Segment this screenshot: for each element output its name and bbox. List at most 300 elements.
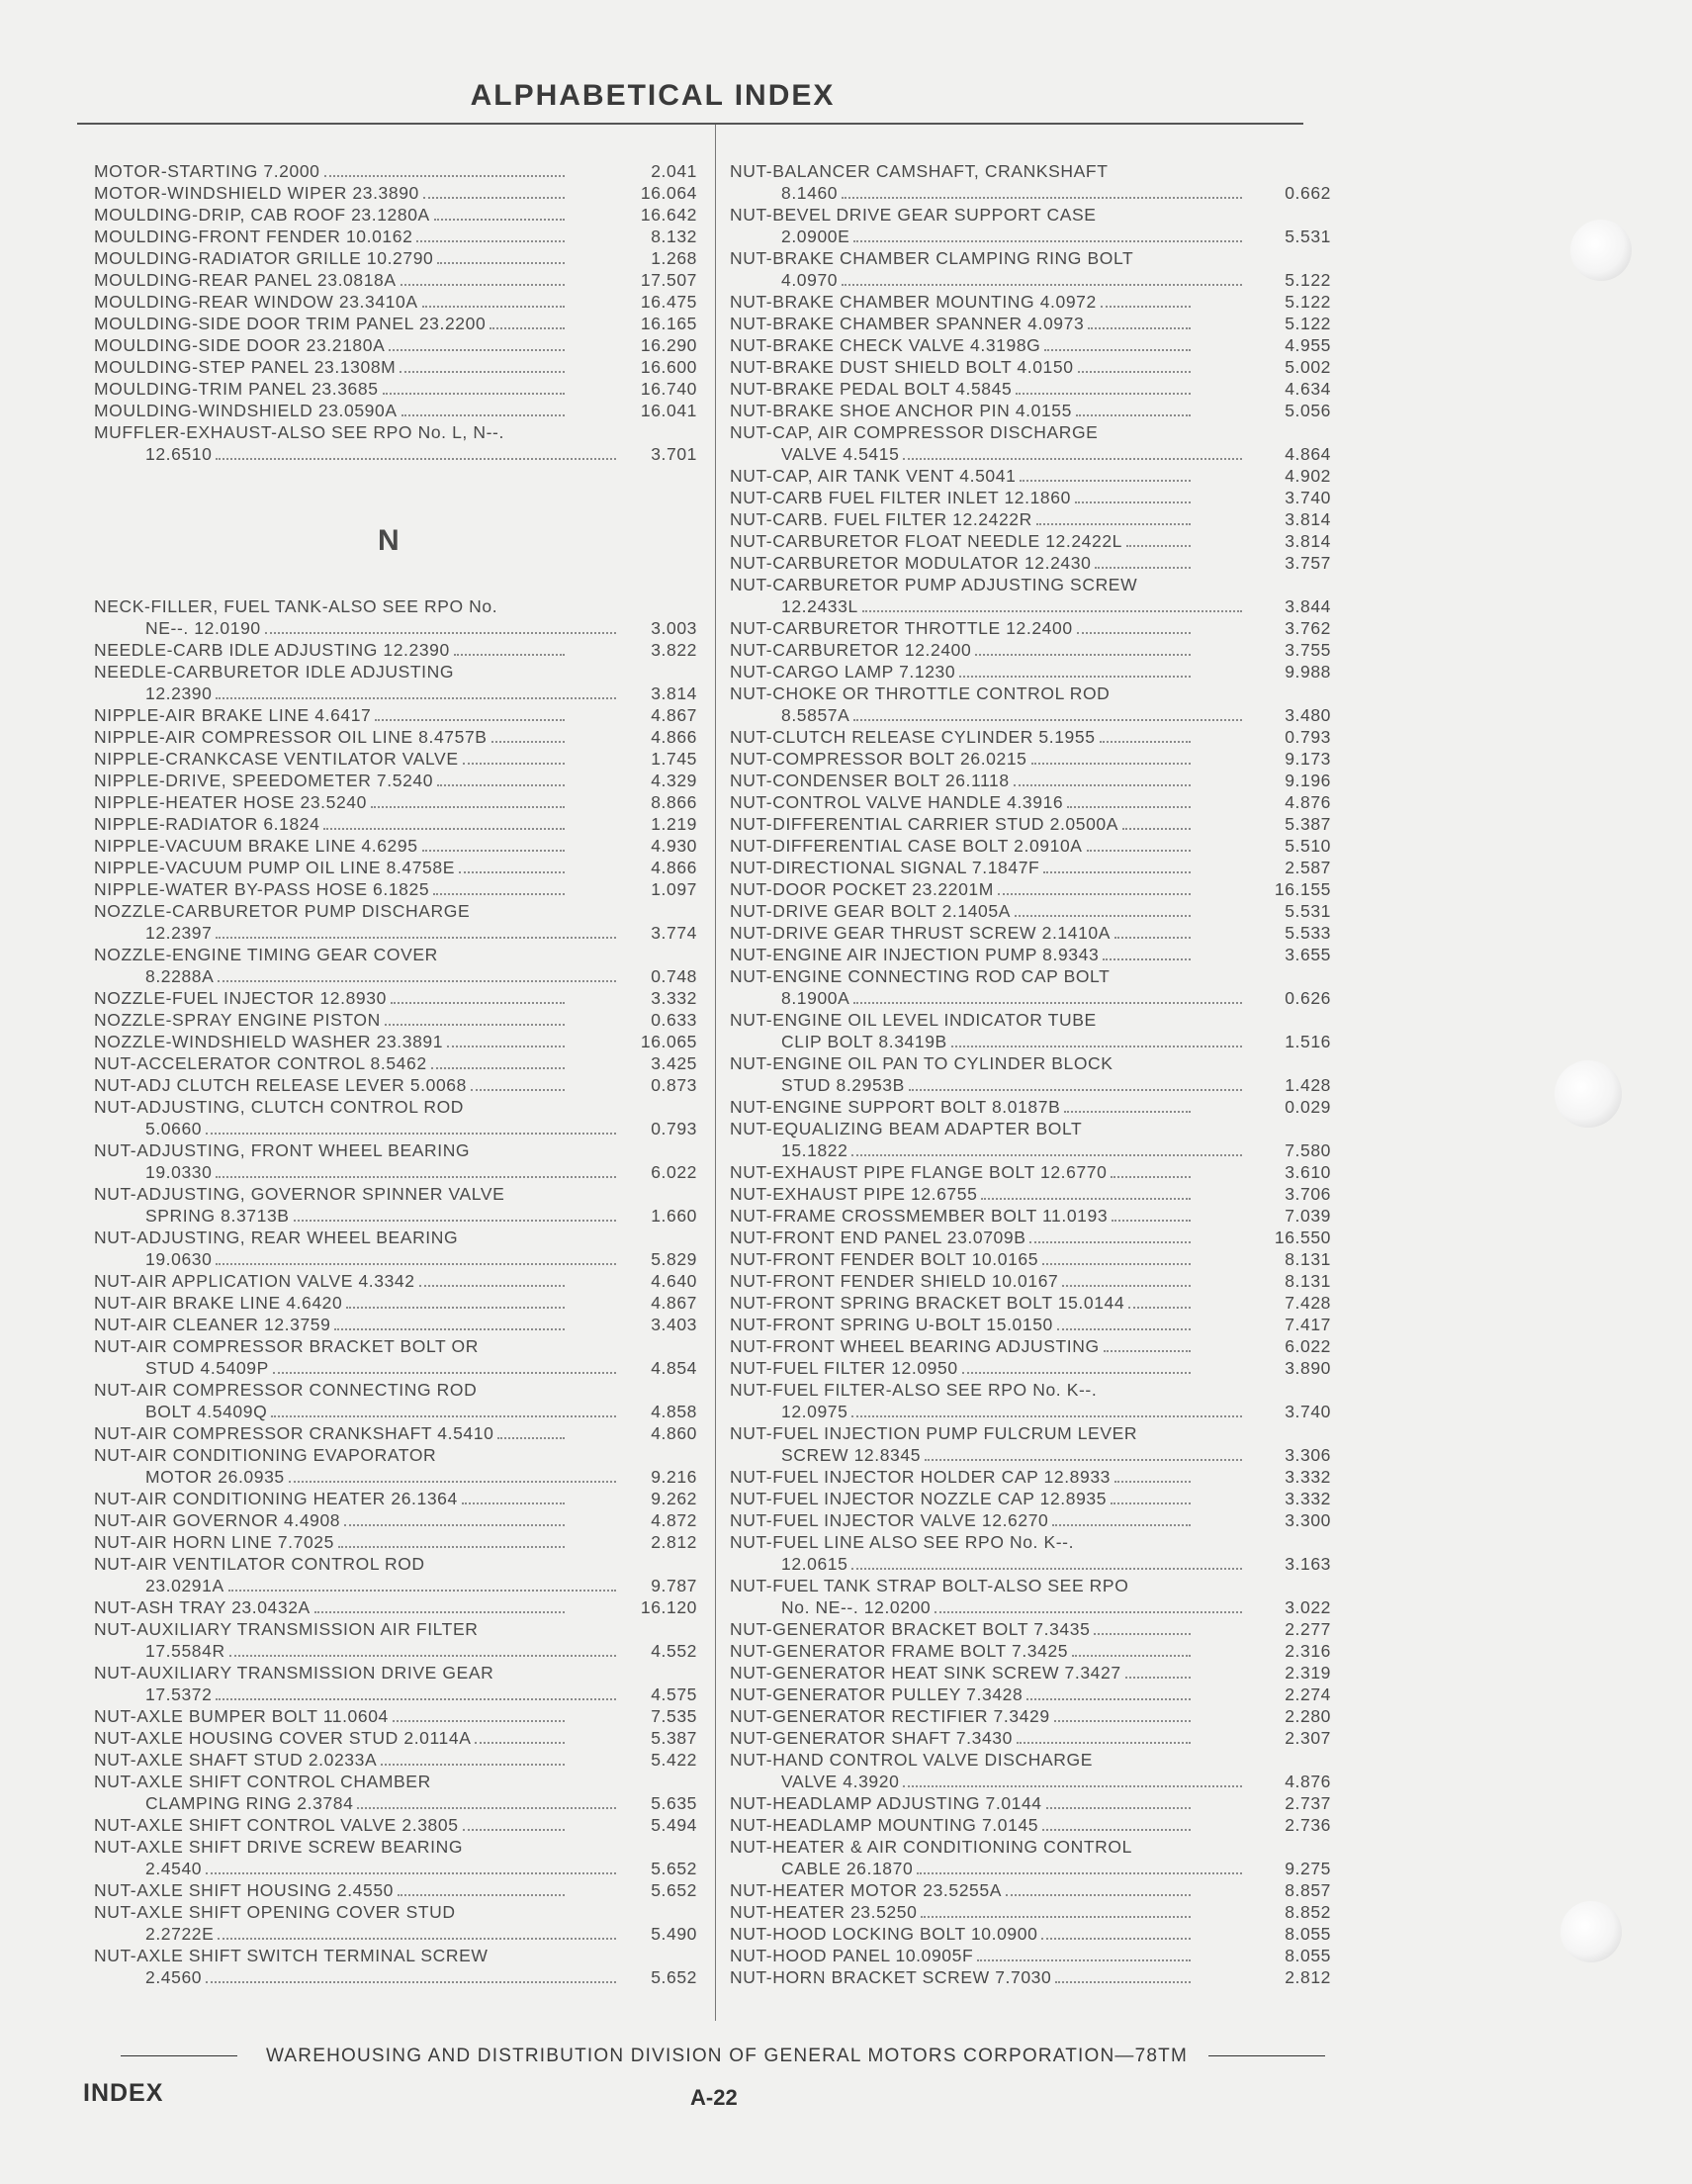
dot-leader <box>324 175 566 177</box>
entry-page-ref: 0.633 <box>651 1010 697 1030</box>
entry-label-continued: 8.5857A <box>781 705 850 725</box>
entry-label: NUT-ENGINE OIL LEVEL INDICATOR TUBE <box>730 1010 1097 1030</box>
dot-leader <box>925 1459 1242 1461</box>
entry-page-ref: 8.055 <box>1285 1924 1331 1944</box>
dot-leader <box>463 763 565 765</box>
entry-label-continued: CLAMPING RING 2.3784 <box>145 1793 354 1813</box>
entry-label: MOTOR-WINDSHIELD WIPER 23.3890 <box>94 183 419 203</box>
entry-label: NUT-CARBURETOR FLOAT NEEDLE 12.2422L <box>730 531 1123 551</box>
entry-label: NUT-AUXILIARY TRANSMISSION DRIVE GEAR <box>94 1663 494 1683</box>
index-entry <box>730 1335 1333 1357</box>
index-entry <box>94 378 697 400</box>
index-entry <box>730 922 1333 944</box>
dot-leader <box>998 893 1191 895</box>
entry-label: MOULDING-TRIM PANEL 23.3685 <box>94 379 379 399</box>
entry-label: NUT-AXLE SHIFT HOUSING 2.4550 <box>94 1880 394 1900</box>
dot-leader <box>434 219 565 221</box>
entry-page-ref: 9.173 <box>1285 749 1331 769</box>
dot-leader <box>853 719 1242 721</box>
index-entry <box>94 944 697 987</box>
index-entry <box>730 878 1333 900</box>
index-entry <box>94 1749 697 1771</box>
entry-page-ref: 0.793 <box>651 1119 697 1138</box>
index-entry <box>94 639 697 661</box>
entry-label: NUT-DRIVE GEAR THRUST SCREW 2.1410A <box>730 923 1112 943</box>
entry-page-ref: 5.635 <box>651 1793 697 1813</box>
index-entry <box>730 639 1333 661</box>
dot-leader <box>1044 349 1191 351</box>
entry-label: MOULDING-REAR PANEL 23.0818A <box>94 270 397 290</box>
index-entry <box>94 269 697 291</box>
entry-label: MOTOR-STARTING 7.2000 <box>94 161 320 181</box>
entry-page-ref: 5.122 <box>1285 270 1331 290</box>
dot-leader <box>422 850 565 852</box>
dot-leader <box>437 262 565 264</box>
entry-label: NUT-EQUALIZING BEAM ADAPTER BOLT <box>730 1119 1083 1138</box>
entry-label: NUT-HEATER MOTOR 23.5255A <box>730 1880 1002 1900</box>
dot-leader <box>1122 828 1191 830</box>
entry-label: NUT-HAND CONTROL VALVE DISCHARGE <box>730 1750 1093 1770</box>
index-entry <box>94 726 697 748</box>
entry-page-ref: 1.097 <box>651 879 697 899</box>
entry-page-ref: 5.510 <box>1285 836 1331 856</box>
section-letter: N <box>378 524 400 557</box>
index-entry <box>730 835 1333 857</box>
index-entry <box>94 878 697 900</box>
entry-label-continued: 8.1460 <box>781 183 839 203</box>
entry-label: NUT-BEVEL DRIVE GEAR SUPPORT CASE <box>730 205 1097 225</box>
entry-page-ref: 3.740 <box>1285 1402 1331 1421</box>
entry-label: NUT-CARB FUEL FILTER INLET 12.1860 <box>730 488 1071 507</box>
index-entry <box>730 1314 1333 1335</box>
entry-label: NUT-FRONT SPRING U-BOLT 15.0150 <box>730 1315 1053 1334</box>
dot-leader <box>862 610 1242 612</box>
entry-label: NUT-HEADLAMP ADJUSTING 7.0144 <box>730 1793 1042 1813</box>
entry-label: NIPPLE-VACUUM BRAKE LINE 4.6295 <box>94 836 418 856</box>
entry-page-ref: 4.634 <box>1285 379 1331 399</box>
dot-leader <box>1042 1829 1191 1831</box>
entry-page-ref: 3.003 <box>651 618 697 638</box>
entry-label: NIPPLE-DRIVE, SPEEDOMETER 7.5240 <box>94 771 434 790</box>
entry-page-ref: 4.864 <box>1285 444 1331 464</box>
entry-label: MOULDING-SIDE DOOR TRIM PANEL 23.2200 <box>94 314 487 333</box>
entry-label: NUT-BRAKE CHAMBER CLAMPING RING BOLT <box>730 248 1134 268</box>
dot-leader <box>842 197 1242 199</box>
entry-page-ref: 2.812 <box>1285 1967 1331 1987</box>
dot-leader <box>323 828 565 830</box>
entry-page-ref: 3.814 <box>651 683 697 703</box>
index-entry <box>730 813 1333 835</box>
entry-label-continued: VALVE 4.3920 <box>781 1772 900 1791</box>
index-entry <box>730 291 1333 313</box>
dot-leader <box>1055 1981 1191 1983</box>
entry-page-ref: 5.494 <box>651 1815 697 1835</box>
punch-hole-bottom <box>1560 1901 1622 1962</box>
entry-page-ref: 9.196 <box>1285 771 1331 790</box>
index-entry <box>94 1945 697 1988</box>
entry-page-ref: 16.740 <box>640 379 697 399</box>
entry-page-ref: 16.642 <box>640 205 697 225</box>
dot-leader <box>909 1089 1242 1091</box>
entry-label: NUT-BRAKE DUST SHIELD BOLT 4.0150 <box>730 357 1074 377</box>
index-entry <box>730 617 1333 639</box>
entry-label: NUT-FUEL INJECTION PUMP FULCRUM LEVER <box>730 1423 1138 1443</box>
entry-page-ref: 7.428 <box>1285 1293 1331 1313</box>
entry-label: NUT-CAP, AIR COMPRESSOR DISCHARGE <box>730 422 1099 442</box>
entry-page-ref: 4.858 <box>651 1402 697 1421</box>
entry-label: NUT-FRONT SPRING BRACKET BOLT 15.0144 <box>730 1293 1125 1313</box>
dot-leader <box>437 784 565 786</box>
dot-leader <box>475 1742 565 1744</box>
index-entry <box>94 748 697 770</box>
dot-leader <box>228 1590 616 1592</box>
entry-page-ref: 1.516 <box>1285 1032 1331 1051</box>
entry-label: NUT-GENERATOR PULLEY 7.3428 <box>730 1684 1024 1704</box>
entry-label: NUT-AIR CONDITIONING HEATER 26.1364 <box>94 1489 458 1508</box>
index-entry <box>730 574 1333 617</box>
index-entry <box>94 1771 697 1814</box>
entry-page-ref: 3.163 <box>1285 1554 1331 1574</box>
entry-label: NUT-FUEL FILTER-ALSO SEE RPO No. K--. <box>730 1380 1098 1400</box>
entry-label: NUT-DRIVE GEAR BOLT 2.1405A <box>730 901 1011 921</box>
entry-page-ref: 8.131 <box>1285 1271 1331 1291</box>
entry-label: NOZZLE-FUEL INJECTOR 12.8930 <box>94 988 387 1008</box>
index-entry <box>730 1227 1333 1248</box>
index-entry <box>730 508 1333 530</box>
index-entry <box>730 900 1333 922</box>
entry-page-ref: 2.737 <box>1285 1793 1331 1813</box>
index-entry <box>94 704 697 726</box>
entry-page-ref: 9.216 <box>651 1467 697 1487</box>
entry-label: NUT-EXHAUST PIPE 12.6755 <box>730 1184 978 1204</box>
entry-page-ref: 9.262 <box>651 1489 697 1508</box>
dot-leader <box>842 284 1242 286</box>
entry-label: MOULDING-STEP PANEL 23.1308M <box>94 357 397 377</box>
entry-label: MOULDING-DRIP, CAB ROOF 23.1280A <box>94 205 430 225</box>
entry-page-ref: 9.275 <box>1285 1859 1331 1878</box>
entry-label: NUT-DOOR POCKET 23.2201M <box>730 879 994 899</box>
index-entry <box>730 204 1333 247</box>
entry-label: MUFFLER-EXHAUST-ALSO SEE RPO No. L, N--. <box>94 422 504 442</box>
entry-page-ref: 5.002 <box>1285 357 1331 377</box>
dot-leader <box>462 1502 565 1504</box>
dot-leader <box>851 1415 1242 1417</box>
entry-page-ref: 2.587 <box>1285 858 1331 877</box>
entry-label-continued: 4.0970 <box>781 270 839 290</box>
index-entry <box>94 421 697 465</box>
dot-leader <box>981 1198 1191 1200</box>
entry-label: NUT-COMPRESSOR BOLT 26.0215 <box>730 749 1027 769</box>
index-entry <box>730 1466 1333 1488</box>
index-entry <box>94 1836 697 1879</box>
dot-leader <box>383 393 565 395</box>
entry-page-ref: 5.652 <box>651 1859 697 1878</box>
dot-leader <box>1114 937 1191 939</box>
entry-label: NIPPLE-VACUUM PUMP OIL LINE 8.4758E <box>94 858 455 877</box>
entry-page-ref: 0.748 <box>651 966 697 986</box>
entry-label-continued: MOTOR 26.0935 <box>145 1467 285 1487</box>
entry-label: NUT-ADJUSTING, CLUTCH CONTROL ROD <box>94 1097 465 1117</box>
index-entry <box>730 661 1333 682</box>
dot-leader <box>314 1611 565 1613</box>
index-entry <box>94 1074 697 1096</box>
entry-page-ref: 5.422 <box>651 1750 697 1770</box>
entry-label: MOULDING-FRONT FENDER 10.0162 <box>94 227 413 246</box>
dot-leader <box>1057 1328 1191 1330</box>
entry-page-ref: 5.122 <box>1285 314 1331 333</box>
entry-label-continued: 12.6510 <box>145 444 213 464</box>
entry-page-ref: 8.132 <box>651 227 697 246</box>
index-entry <box>730 1379 1333 1422</box>
entry-page-ref: 3.755 <box>1285 640 1331 660</box>
entry-page-ref: 5.122 <box>1285 292 1331 312</box>
index-entry <box>730 400 1333 421</box>
dot-leader <box>271 1415 616 1417</box>
dot-leader <box>1067 806 1191 808</box>
dot-leader <box>1017 1742 1191 1744</box>
dot-leader <box>1104 1350 1191 1352</box>
dot-leader <box>294 1220 616 1222</box>
index-entry <box>94 1596 697 1618</box>
dot-leader <box>216 1263 616 1265</box>
index-entry <box>730 1684 1333 1705</box>
dot-leader <box>935 1611 1242 1613</box>
index-entry <box>730 356 1333 378</box>
entry-page-ref: 4.902 <box>1285 466 1331 486</box>
entry-page-ref: 5.531 <box>1285 901 1331 921</box>
dot-leader <box>1111 1502 1191 1504</box>
entry-label: NUT-HEATER & AIR CONDITIONING CONTROL <box>730 1837 1132 1857</box>
dot-leader <box>1020 480 1191 482</box>
entry-label-continued: SPRING 8.3713B <box>145 1206 290 1226</box>
entry-page-ref: 2.307 <box>1285 1728 1331 1748</box>
entry-label-continued: 2.4560 <box>145 1967 203 1987</box>
entry-label: NUT-AIR HORN LINE 7.7025 <box>94 1532 334 1552</box>
entry-label: NOZZLE-CARBURETOR PUMP DISCHARGE <box>94 901 471 921</box>
entry-page-ref: 3.332 <box>1285 1467 1331 1487</box>
dot-leader <box>1072 1655 1191 1657</box>
dot-leader <box>265 632 616 634</box>
entry-label: NUT-ACCELERATOR CONTROL 8.5462 <box>94 1053 427 1073</box>
entry-page-ref: 3.814 <box>1285 531 1331 551</box>
index-entry <box>730 1205 1333 1227</box>
dot-leader <box>419 1285 565 1287</box>
dot-leader <box>1042 1263 1191 1265</box>
dot-leader <box>1046 1807 1191 1809</box>
dot-leader <box>1076 414 1191 416</box>
index-entry <box>730 1052 1333 1096</box>
entry-label: NUT-DIRECTIONAL SIGNAL 7.1847F <box>730 858 1040 877</box>
dot-leader <box>1112 1220 1191 1222</box>
index-entry <box>94 1553 697 1596</box>
index-entry <box>94 1335 697 1379</box>
index-entry <box>730 247 1333 291</box>
dot-leader <box>422 306 565 308</box>
index-entry <box>730 857 1333 878</box>
dot-leader <box>917 1872 1242 1874</box>
entry-label: NUT-CONTROL VALVE HANDLE 4.3916 <box>730 792 1064 812</box>
index-entry <box>730 1662 1333 1684</box>
dot-leader <box>431 1067 565 1069</box>
page-number: A-22 <box>690 2085 738 2110</box>
entry-page-ref: 4.876 <box>1285 1772 1331 1791</box>
entry-page-ref: 3.610 <box>1285 1162 1331 1182</box>
dot-leader <box>273 1372 616 1374</box>
dot-leader <box>1100 741 1191 743</box>
dot-leader <box>1006 1894 1191 1896</box>
dot-leader <box>1054 1720 1191 1722</box>
entry-page-ref: 4.329 <box>651 771 697 790</box>
entry-label: NUT-BALANCER CAMSHAFT, CRANKSHAFT <box>730 161 1109 181</box>
index-entry <box>730 530 1333 552</box>
dot-leader <box>1125 1677 1191 1679</box>
entry-page-ref: 2.041 <box>651 161 697 181</box>
entry-label: NUT-CHOKE OR THROTTLE CONTROL ROD <box>730 683 1111 703</box>
dot-leader <box>1088 327 1191 329</box>
index-entry <box>94 1009 697 1031</box>
index-entry <box>94 291 697 313</box>
index-entry <box>730 1923 1333 1945</box>
dot-leader <box>218 1938 616 1940</box>
index-entry <box>94 1422 697 1444</box>
entry-page-ref: 2.277 <box>1285 1619 1331 1639</box>
index-entry <box>94 1379 697 1422</box>
index-column-m <box>94 160 697 465</box>
entry-page-ref: 9.787 <box>651 1576 697 1595</box>
index-entry <box>730 682 1333 726</box>
index-entry <box>730 1727 1333 1749</box>
entry-page-ref: 16.064 <box>640 183 697 203</box>
entry-label-continued: STUD 8.2953B <box>781 1075 905 1095</box>
entry-page-ref: 3.425 <box>651 1053 697 1073</box>
entry-label: MOULDING-REAR WINDOW 23.3410A <box>94 292 418 312</box>
index-entry <box>730 1749 1333 1792</box>
index-entry <box>730 1248 1333 1270</box>
index-entry <box>730 944 1333 965</box>
entry-label-continued: CABLE 26.1870 <box>781 1859 914 1878</box>
entry-page-ref: 3.757 <box>1285 553 1331 573</box>
index-column-n <box>94 595 697 1988</box>
index-entry <box>94 1662 697 1705</box>
entry-label-continued: No. NE--. 12.0200 <box>781 1597 932 1617</box>
entry-page-ref: 3.403 <box>651 1315 697 1334</box>
entry-page-ref: 8.857 <box>1285 1880 1331 1900</box>
entry-label: NUT-EXHAUST PIPE FLANGE BOLT 12.6770 <box>730 1162 1108 1182</box>
entry-page-ref: 8.866 <box>651 792 697 812</box>
entry-label: NUT-AUXILIARY TRANSMISSION AIR FILTER <box>94 1619 479 1639</box>
entry-label: NIPPLE-CRANKCASE VENTILATOR VALVE <box>94 749 459 769</box>
entry-label: NUT-AIR APPLICATION VALVE 4.3342 <box>94 1271 415 1291</box>
entry-label: NUT-ADJ CLUTCH RELEASE LEVER 5.0068 <box>94 1075 467 1095</box>
entry-page-ref: 5.829 <box>651 1249 697 1269</box>
entry-label: NUT-FUEL INJECTOR HOLDER CAP 12.8933 <box>730 1467 1111 1487</box>
punch-hole-middle <box>1555 1060 1622 1128</box>
entry-label: NUT-ENGINE SUPPORT BOLT 8.0187B <box>730 1097 1061 1117</box>
entry-page-ref: 0.029 <box>1285 1097 1331 1117</box>
entry-page-ref: 1.219 <box>651 814 697 834</box>
index-entry <box>94 1052 697 1074</box>
dot-leader <box>959 676 1191 678</box>
entry-label: NUT-BRAKE CHECK VALVE 4.3198G <box>730 335 1041 355</box>
index-entry <box>94 226 697 247</box>
entry-page-ref: 16.290 <box>640 335 697 355</box>
title-rule <box>77 123 1303 125</box>
dot-leader <box>1087 850 1191 852</box>
dot-leader <box>385 1024 565 1026</box>
index-entry <box>94 160 697 182</box>
dot-leader <box>423 197 565 199</box>
dot-leader <box>1043 871 1191 873</box>
entry-page-ref: 5.531 <box>1285 227 1331 246</box>
entry-label: NUT-ASH TRAY 23.0432A <box>94 1597 311 1617</box>
index-entry <box>94 1096 697 1139</box>
entry-page-ref: 3.300 <box>1285 1510 1331 1530</box>
dot-leader <box>1078 371 1191 373</box>
index-entry <box>94 1727 697 1749</box>
dot-leader <box>206 1133 616 1135</box>
index-entry <box>730 1292 1333 1314</box>
entry-page-ref: 1.660 <box>651 1206 697 1226</box>
index-entry <box>730 1096 1333 1118</box>
dot-leader <box>416 240 565 242</box>
dot-leader <box>289 1481 616 1483</box>
entry-label-continued: STUD 4.5409P <box>145 1358 269 1378</box>
entry-label: NUT-CLUTCH RELEASE CYLINDER 5.1955 <box>730 727 1096 747</box>
index-entry <box>730 421 1333 465</box>
entry-page-ref: 3.844 <box>1285 596 1331 616</box>
entry-label-continued: CLIP BOLT 8.3419B <box>781 1032 947 1051</box>
index-entry <box>730 313 1333 334</box>
entry-label: NUT-BRAKE CHAMBER MOUNTING 4.0972 <box>730 292 1097 312</box>
entry-label-continued: 12.2433L <box>781 596 858 616</box>
entry-label: NEEDLE-CARBURETOR IDLE ADJUSTING <box>94 662 455 682</box>
entry-page-ref: 1.268 <box>651 248 697 268</box>
entry-label: NUT-HORN BRACKET SCREW 7.7030 <box>730 1967 1052 1987</box>
entry-page-ref: 2.736 <box>1285 1815 1331 1835</box>
entry-label: NUT-CARB. FUEL FILTER 12.2422R <box>730 509 1032 529</box>
dot-leader <box>1101 306 1191 308</box>
dot-leader <box>1064 1111 1191 1113</box>
index-entry <box>94 1227 697 1270</box>
index-entry <box>94 661 697 704</box>
entry-page-ref: 2.812 <box>651 1532 697 1552</box>
entry-label-continued: 19.0630 <box>145 1249 213 1269</box>
entry-label: NUT-AXLE HOUSING COVER STUD 2.0114A <box>94 1728 472 1748</box>
index-entry <box>730 1705 1333 1727</box>
dot-leader <box>459 871 565 873</box>
entry-label: NUT-ADJUSTING, GOVERNOR SPINNER VALVE <box>94 1184 505 1204</box>
dot-leader <box>216 458 616 460</box>
dot-leader <box>903 458 1242 460</box>
entry-label: NECK-FILLER, FUEL TANK-ALSO SEE RPO No. <box>94 596 498 616</box>
entry-page-ref: 9.988 <box>1285 662 1331 682</box>
dot-leader <box>400 371 565 373</box>
index-entry <box>94 1488 697 1509</box>
entry-label: NUT-GENERATOR HEAT SINK SCREW 7.3427 <box>730 1663 1121 1683</box>
entry-label: NEEDLE-CARB IDLE ADJUSTING 12.2390 <box>94 640 450 660</box>
entry-page-ref: 4.930 <box>651 836 697 856</box>
index-entry <box>94 1531 697 1553</box>
dot-leader <box>853 1002 1242 1004</box>
footer-rule-right <box>1208 2055 1325 2056</box>
entry-label: NUT-HEATER 23.5250 <box>730 1902 918 1922</box>
index-entry <box>94 334 697 356</box>
entry-page-ref: 0.626 <box>1285 988 1331 1008</box>
dot-leader <box>1114 1481 1191 1483</box>
entry-label: MOULDING-SIDE DOOR 23.2180A <box>94 335 386 355</box>
entry-page-ref: 4.876 <box>1285 792 1331 812</box>
index-entry <box>730 770 1333 791</box>
